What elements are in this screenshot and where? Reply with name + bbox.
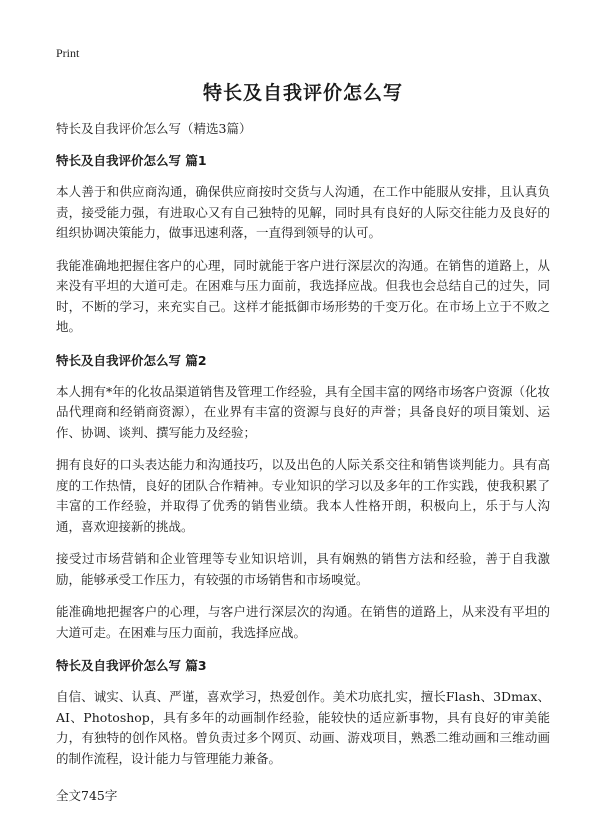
document-subtitle: 特长及自我评价怎么写（精选3篇） xyxy=(56,121,252,136)
word-count: 全文745字 xyxy=(56,788,118,803)
paragraph: 本人善于和供应商沟通，确保供应商按时交货与人沟通，在工作中能服从安排，且认真负责，接受能力强，有进取心又有自己独特的见解，同时具有良好的人际交往能力及良好的组织协调决策能力，做事迅速利落，一直得到领导的认可。 xyxy=(56,184,550,240)
section-heading: 特长及自我评价怎么写 篇3 xyxy=(56,658,207,673)
page-title: 特长及自我评价怎么写 xyxy=(202,82,403,104)
paragraph: 能准确地把握客户的心理，与客户进行深层次的沟通。在销售的道路上，从来没有平坦的大道可走。在困难与压力面前，我选择应战。 xyxy=(56,604,550,640)
section-heading: 特长及自我评价怎么写 篇1 xyxy=(56,153,207,168)
section-1 xyxy=(56,152,550,338)
section-heading: 特长及自我评价怎么写 篇2 xyxy=(56,352,207,368)
print-link[interactable]: Print xyxy=(56,46,80,60)
paragraph: 我能准确地把握住客户的心理，同时就能于客户进行深层次的沟通。在销售的道路上，从来没有平坦的大道可走。在困难与压力面前，我选择应战。但我也会总结自己的过失，同时，不断的学习，来充实自己。这样才能抵御市场形势的千变万化。在市场上立于不败之地。 xyxy=(56,257,550,334)
paragraph: 接受过市场营销和企业管理等专业知识培训，具有娴熟的销售方法和经验，善于自我激励，能够承受工作压力，有较强的市场销售和市场嗅觉。 xyxy=(56,551,550,587)
section-2 xyxy=(56,352,550,644)
paragraph: 本人拥有*年的化妆品渠道销售及管理工作经验，具有全国丰富的网络市场客户资源（化妆品代理商和经销商资源），在业界有丰富的资源与良好的声誉；具备良好的项目策划、运作、协调、谈判、撰写能力及经验； xyxy=(56,383,550,440)
section-3 xyxy=(56,657,550,769)
paragraph: 自信、诚实、认真、严谨，喜欢学习，热爱创作。美术功底扎实，擅长Flash、3Dmax、AI、Photoshop，具有多年的动画制作经验，能较快的适应新事物，具有良好的审美能力，有独特的创作风格。曾负责过多个网页、动画、游戏项目，熟悉二维动画和三维动画的制作流程，设计能力与管理能力兼备。 xyxy=(56,689,550,766)
paragraph: 拥有良好的口头表达能力和沟通技巧，以及出色的人际关系交往和销售谈判能力。具有高度的工作热情，良好的团队合作精神。专业知识的学习以及多年的工作实践，使我积累了丰富的工作经验，并取得了优秀的销售业绩。我本人性格开朗，积极向上，乐于与人沟通，喜欢迎接新的挑战。 xyxy=(56,457,550,534)
